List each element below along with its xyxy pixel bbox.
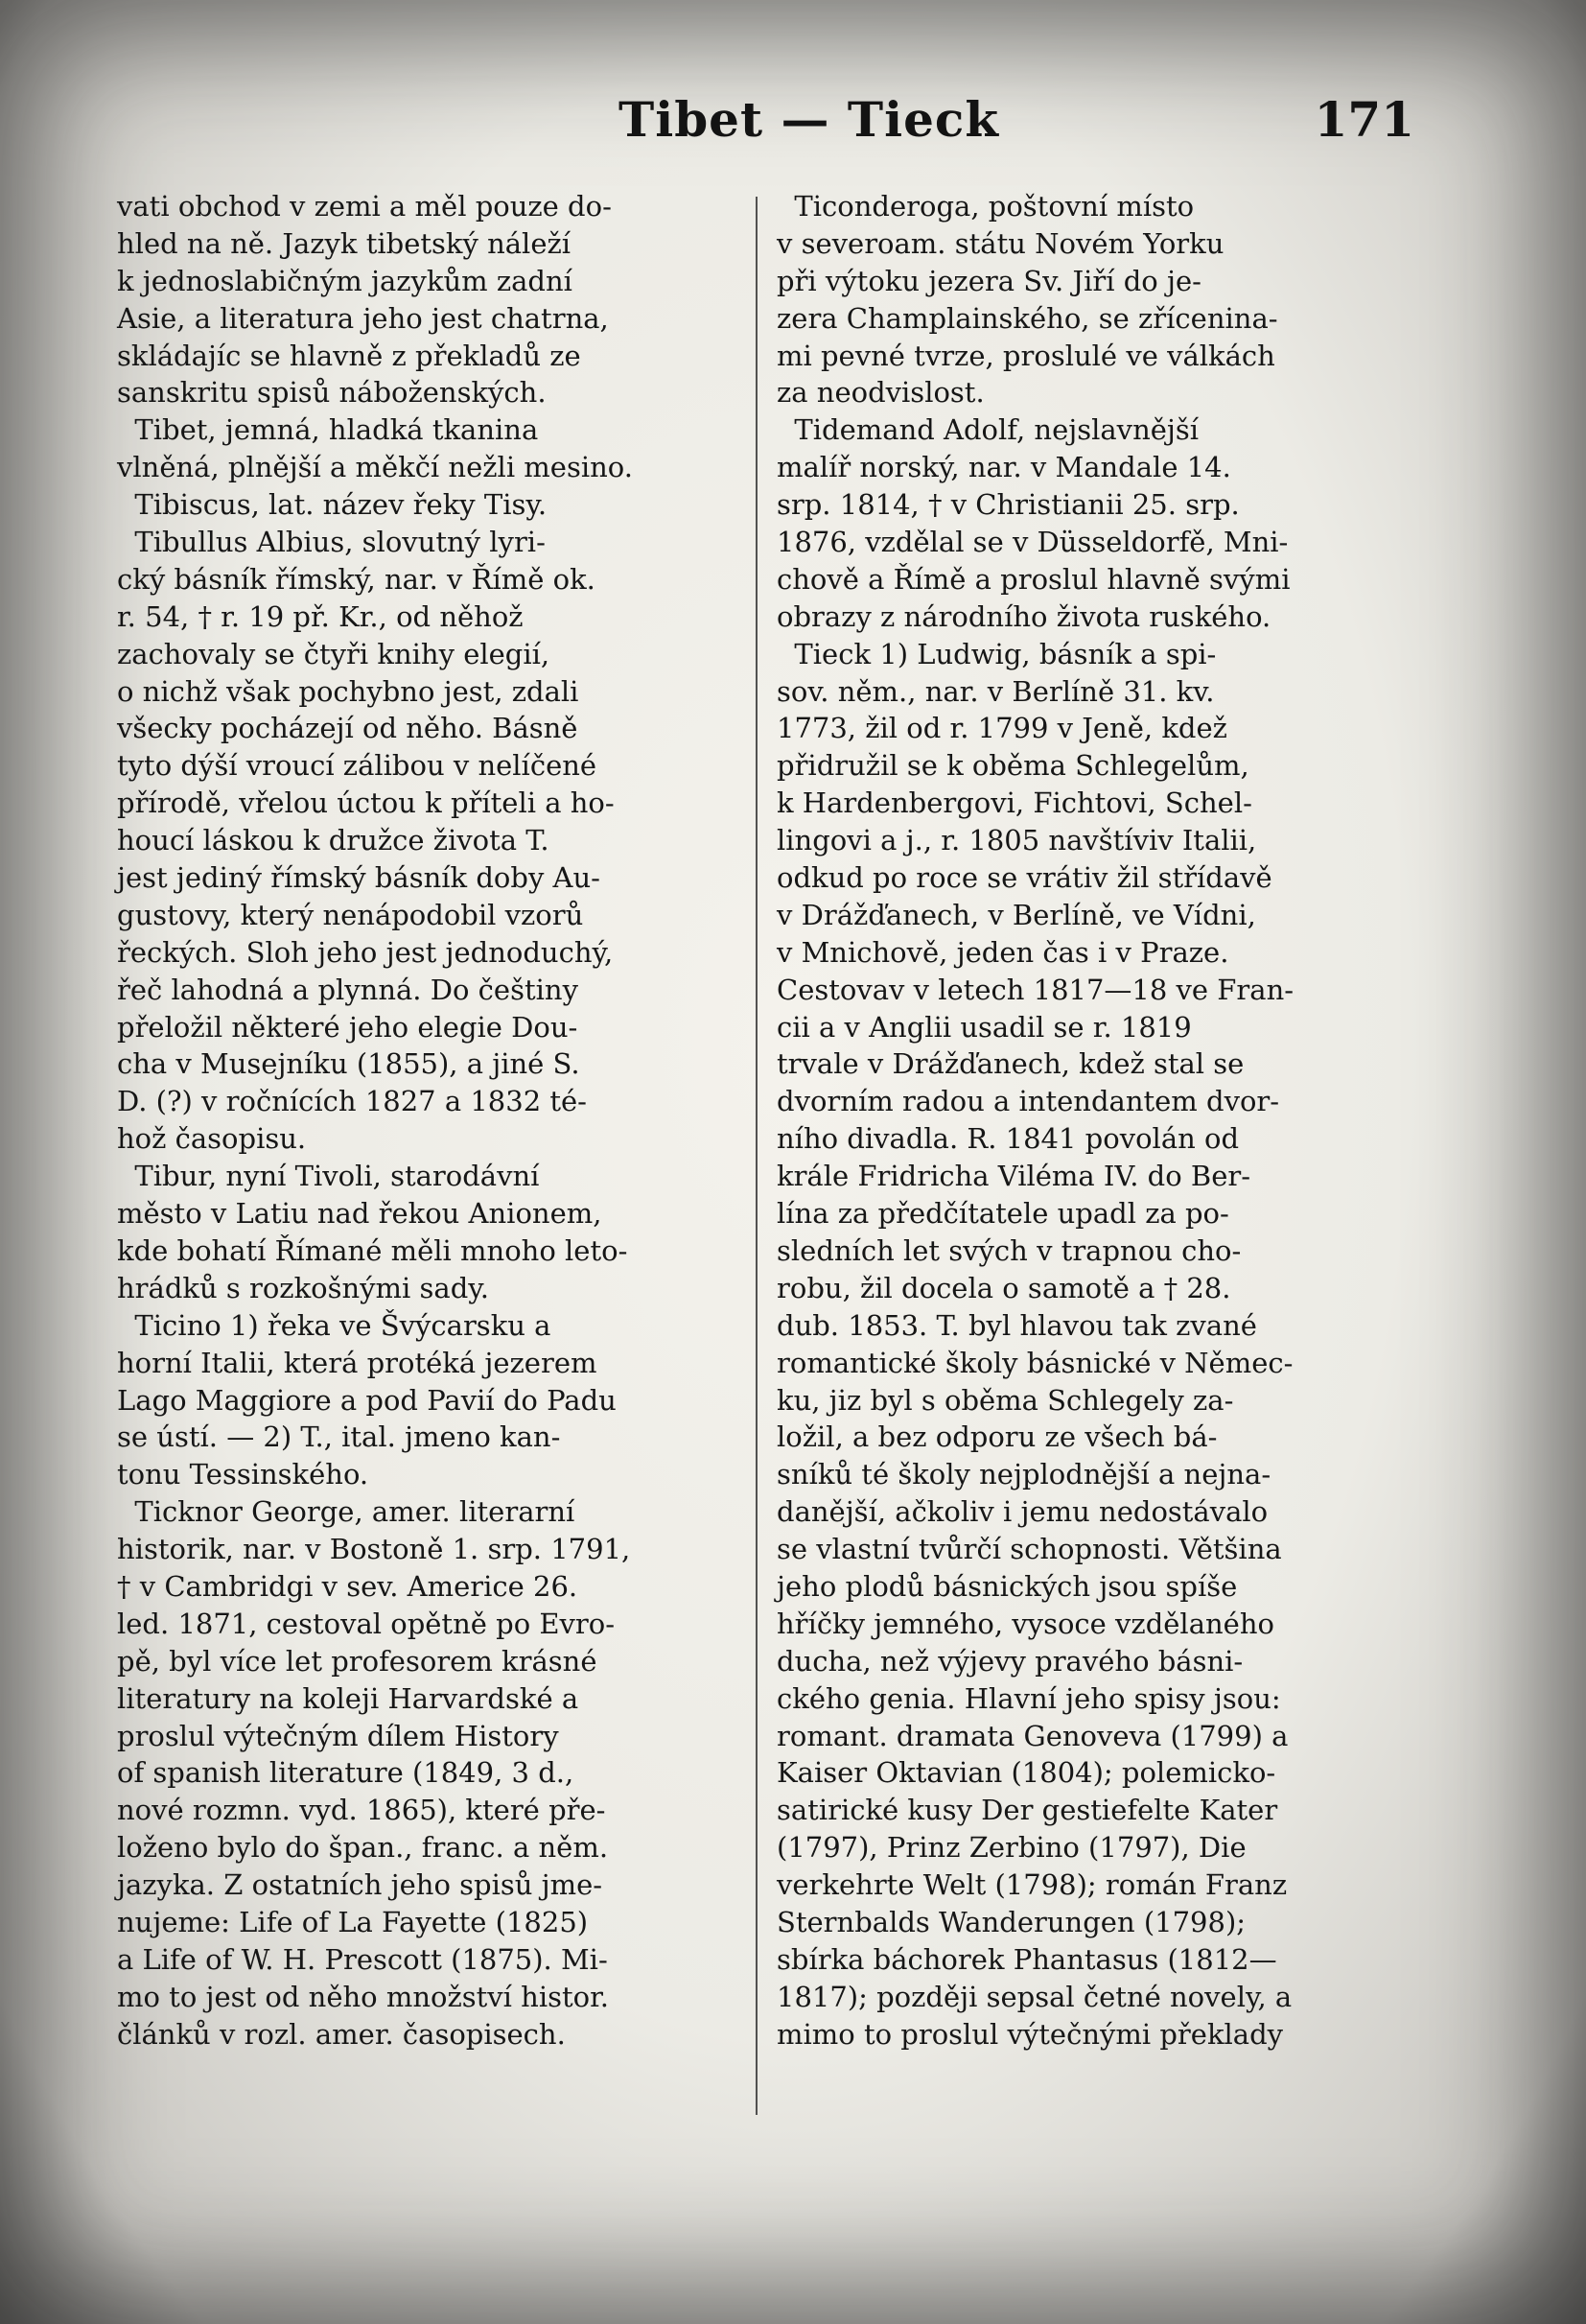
text-line: malíř norský, nar. v Mandale 14. — [777, 451, 1231, 484]
text-line: přírodě, vřelou úctou k příteli a ho- — [117, 786, 615, 820]
text-line: Ticknor George, amer. literarní — [117, 1495, 575, 1529]
header-title: Tibet — Tieck — [618, 91, 999, 148]
text-line: jazyka. Z ostatních jeho spisů jme- — [117, 1868, 603, 1902]
text-line: hled na ně. Jazyk tibetský náleží — [117, 226, 571, 260]
text-line: v Mnichově, jeden čas i v Praze. — [777, 935, 1229, 969]
text-line: cha v Musejníku (1855), a jiné S. — [117, 1047, 580, 1081]
text-line: lingovi a j., r. 1805 navštíviv Italii, — [777, 824, 1257, 857]
text-line: za neodvislost. — [777, 376, 985, 410]
text-line: o nichž však pochybno jest, zdali — [117, 674, 579, 708]
text-line: a Life of W. H. Prescott (1875). Mi- — [117, 1942, 608, 1976]
text-line: cký básník římský, nar. v Římě ok. — [117, 562, 595, 596]
text-line: mo to jest od něho množství histor. — [117, 1980, 610, 2013]
text-line: houcí láskou k družce života T. — [117, 824, 549, 857]
text-line: ku, jiz byl s oběma Schlegely za- — [777, 1383, 1234, 1417]
text-line: tyto dýší vroucí zálibou v nelíčené — [117, 749, 597, 783]
text-line: srp. 1814, † v Christianii 25. srp. — [777, 488, 1240, 522]
text-line: v severoam. státu Novém Yorku — [777, 226, 1224, 260]
text-line: (1797), Prinz Zerbino (1797), Die — [777, 1831, 1247, 1865]
text-line: pě, byl více let profesorem krásné — [117, 1644, 597, 1678]
text-line: hrádků s rozkošnými sady. — [117, 1271, 490, 1304]
text-line: Cestovav v letech 1817—18 ve Fran- — [777, 973, 1294, 1006]
text-line: sníků té školy nejplodnější a nejna- — [777, 1458, 1271, 1491]
text-line: Tibur, nyní Tivoli, starodávní — [117, 1160, 540, 1193]
text-line: Tibet, jemná, hladká tkanina — [117, 413, 539, 447]
text-line: řeč lahodná a plynná. Do češtiny — [117, 973, 578, 1006]
text-line: chově a Římě a proslul hlavně svými — [777, 562, 1291, 596]
text-line: skládajíc se hlavně z překladů ze — [117, 339, 581, 372]
text-line: sbírka báchorek Phantasus (1812— — [777, 1942, 1277, 1976]
text-line: obrazy z národního života ruského. — [777, 599, 1271, 633]
text-line: cii a v Anglii usadil se r. 1819 — [777, 1010, 1192, 1044]
text-line: řeckých. Sloh jeho jest jednoduchý, — [117, 935, 614, 969]
text-line: město v Latiu nad řekou Anionem, — [117, 1197, 602, 1231]
text-line: Tibiscus, lat. název řeky Tisy. — [117, 488, 548, 522]
text-line: Lago Maggiore a pod Pavií do Padu — [117, 1383, 617, 1417]
text-line: literatury na koleji Harvardské a — [117, 1681, 579, 1715]
text-line: sov. něm., nar. v Berlíně 31. kv. — [777, 674, 1215, 708]
text-line: verkehrte Welt (1798); román Franz — [777, 1868, 1288, 1902]
text-line: Tieck 1) Ludwig, básník a spi- — [777, 637, 1217, 670]
text-line: ního divadla. R. 1841 povolán od — [777, 1122, 1240, 1156]
text-line: † v Cambridgi v sev. Americe 26. — [117, 1569, 578, 1603]
text-line: při výtoku jezera Sv. Jiří do je- — [777, 264, 1201, 297]
text-line: Ticonderoga, poštovní místo — [777, 190, 1195, 223]
text-line: přeložil některé jeho elegie Dou- — [117, 1010, 578, 1044]
text-line: mi pevné tvrze, proslulé ve válkách — [777, 339, 1275, 372]
text-line: D. (?) v ročnících 1827 a 1832 té- — [117, 1085, 587, 1118]
text-line: 1817); později sepsal četné novely, a — [777, 1980, 1293, 2013]
text-line: se vlastní tvůrčí schopnosti. Většina — [777, 1533, 1282, 1566]
text-line: nujeme: Life of La Fayette (1825) — [117, 1905, 589, 1938]
text-line: sledních let svých v trapnou cho- — [777, 1233, 1242, 1267]
text-line: mimo to proslul výtečnými překlady — [777, 2017, 1284, 2051]
text-line: gustovy, který nenápodobil vzorů — [117, 898, 584, 931]
text-line: 1876, vzdělal se v Düsseldorfě, Mni- — [777, 526, 1289, 559]
text-line: danější, ačkoliv i jemu nedostávalo — [777, 1495, 1269, 1529]
text-line: tonu Tessinského. — [117, 1458, 369, 1491]
text-line: jeho plodů básnických jsou spíše — [777, 1569, 1238, 1603]
text-line: 1773, žil od r. 1799 v Jeně, kdež — [777, 712, 1227, 745]
text-line: dub. 1853. T. byl hlavou tak zvané — [777, 1308, 1257, 1342]
text-line: romantické školy básnické v Němec- — [777, 1346, 1294, 1379]
text-line: zachovaly se čtyři knihy elegií, — [117, 637, 550, 670]
text-line: hož časopisu. — [117, 1122, 307, 1156]
text-line: článků v rozl. amer. časopisech. — [117, 2017, 566, 2051]
text-line: proslul výtečným dílem History — [117, 1719, 559, 1752]
text-line: trvale v Drážďanech, kdež stal se — [777, 1047, 1245, 1081]
text-line: nové rozmn. vyd. 1865), které pře- — [117, 1794, 606, 1827]
text-line: sanskritu spisů náboženských. — [117, 376, 547, 410]
text-line: se ústí. — 2) T., ital. jmeno kan- — [117, 1420, 561, 1454]
text-line: všecky pocházejí od něho. Básně — [117, 712, 578, 745]
text-line: lína za předčítatele upadl za po- — [777, 1197, 1229, 1231]
text-line: vati obchod v zemi a měl pouze do- — [117, 190, 612, 223]
right-column — [777, 188, 1410, 2054]
text-line: historik, nar. v Bostoně 1. srp. 1791, — [117, 1533, 631, 1566]
text-line: hříčky jemného, vysoce vzdělaného — [777, 1607, 1274, 1640]
text-line: robu, žil docela o samotě a † 28. — [777, 1271, 1231, 1304]
text-line: of spanish literature (1849, 3 d., — [117, 1756, 574, 1790]
text-line: Asie, a literatura jeho jest chatrna, — [117, 301, 609, 335]
column-divider — [756, 197, 758, 2115]
running-header — [177, 91, 1414, 158]
text-line: Tibullus Albius, slovutný lyri- — [117, 526, 546, 559]
text-line: r. 54, † r. 19 př. Kr., od něhož — [117, 599, 524, 633]
text-line: Sternbalds Wanderungen (1798); — [777, 1905, 1247, 1938]
text-line: ducha, než výjevy pravého básni- — [777, 1644, 1244, 1678]
text-line: krále Fridricha Viléma IV. do Ber- — [777, 1160, 1251, 1193]
text-line: dvorním radou a intendantem dvor- — [777, 1085, 1280, 1118]
left-column — [117, 188, 745, 2054]
text-line: k Hardenbergovi, Fichtovi, Schel- — [777, 786, 1252, 820]
text-line: odkud po roce se vrátiv žil střídavě — [777, 861, 1272, 895]
text-line: k jednoslabičným jazykům zadní — [117, 264, 572, 297]
text-line: v Drážďanech, v Berlíně, ve Vídni, — [777, 898, 1256, 931]
text-line: vlněná, plnější a měkčí nežli mesino. — [117, 451, 633, 484]
text-line: satirické kusy Der gestiefelte Kater — [777, 1794, 1278, 1827]
page-number: 171 — [1314, 91, 1414, 148]
text-line: romant. dramata Genoveva (1799) a — [777, 1719, 1289, 1752]
text-line: led. 1871, cestoval opětně po Evro- — [117, 1607, 616, 1640]
text-line: kde bohatí Římané měli mnoho leto- — [117, 1233, 628, 1267]
text-line: Tidemand Adolf, nejslavnější — [777, 413, 1200, 447]
text-line: Ticino 1) řeka ve Švýcarsku a — [117, 1308, 551, 1342]
text-line: zera Champlainského, se zříceninа- — [777, 301, 1278, 335]
text-line: Kaiser Oktavian (1804); polemicko- — [777, 1756, 1276, 1790]
text-line: jest jediný římský básník doby Au- — [117, 861, 600, 895]
text-line: horní Italii, která protéká jezerem — [117, 1346, 597, 1379]
text-line: ckého genia. Hlavní jeho spisy jsou: — [777, 1681, 1281, 1715]
text-line: loženo bylo do špan., franc. a něm. — [117, 1831, 609, 1865]
text-line: přidružil se k oběma Schlegelům, — [777, 749, 1249, 783]
text-line: ložil, a bez odporu ze všech bá- — [777, 1420, 1218, 1454]
